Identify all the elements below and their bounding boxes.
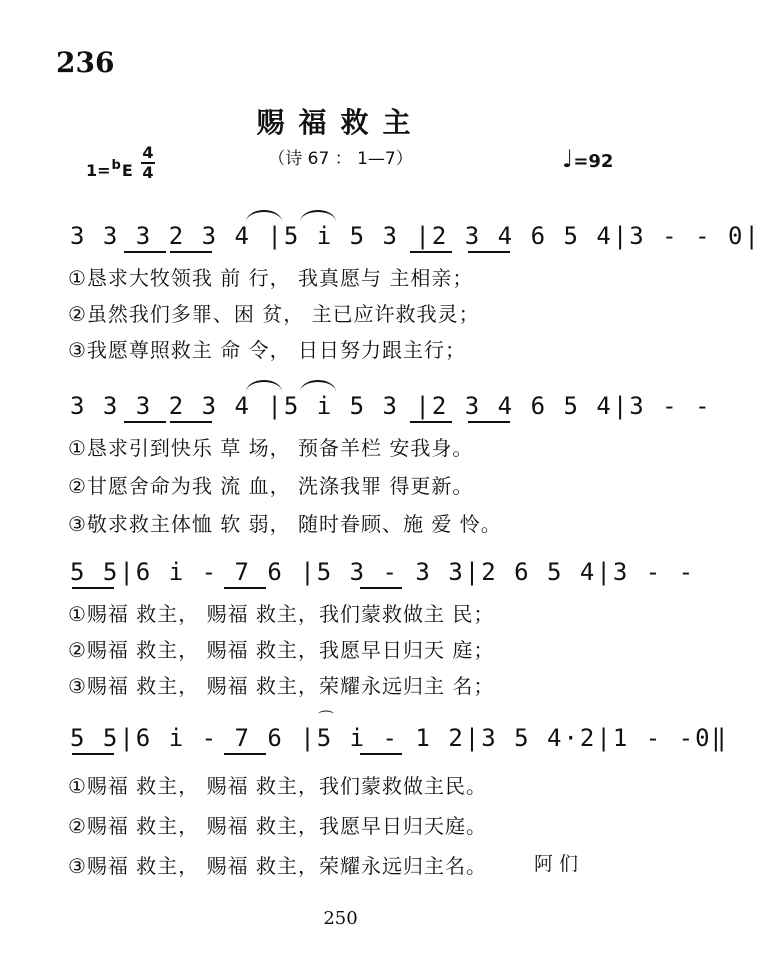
- slur: [300, 380, 336, 392]
- flat-sign: b: [111, 158, 121, 173]
- hymn-number: 236: [56, 46, 115, 79]
- quarter-note-icon: ♩: [562, 145, 574, 173]
- lyric-line: ①赐福 救主， 赐福 救主，我们蒙救做主 民；: [68, 602, 495, 626]
- scripture-reference: （诗 67 ： 1—7）: [268, 149, 413, 169]
- beam: [360, 587, 402, 589]
- fermata-icon: ⌒: [318, 709, 335, 728]
- amen: 阿 们: [534, 853, 579, 875]
- notation-line-4: 5 5|6 i - 7 6 |5 i - 1 2|3 5 4·2|1 - -0‖: [70, 724, 728, 752]
- key-signature: [86, 158, 133, 180]
- lyric-line: ③敬求救主体恤 软 弱， 随时眷顾、施 爱 怜。: [68, 512, 502, 536]
- beam: [410, 421, 452, 423]
- beam: [224, 753, 266, 755]
- beam: [468, 421, 510, 423]
- beam: [468, 251, 510, 253]
- slur: [246, 380, 282, 392]
- lyric-line: ①恳求引到快乐 草 场， 预备羊栏 安我身。: [68, 436, 474, 460]
- notation-line-3: 5 5|6 i - 7 6 |5 3 - 3 3|2 6 5 4|3 - -: [70, 558, 696, 586]
- tempo-marking: [562, 145, 613, 173]
- beam: [72, 753, 114, 755]
- lyric-line: ②甘愿舍命为我 流 血， 洗涤我罪 得更新。: [68, 474, 474, 498]
- beam: [170, 421, 212, 423]
- lyric-line: ③我愿尊照救主 命 令， 日日努力跟主行；: [68, 338, 467, 362]
- lyric-line: ③赐福 救主， 赐福 救主，荣耀永远归主名。: [68, 854, 488, 878]
- notation-line-2: 3 3 3 2 3 4 |5 i 5 3 |2 3 4 6 5 4|3 - -: [70, 392, 712, 420]
- slur: [246, 210, 282, 222]
- lyric-line: ②赐福 救主， 赐福 救主，我愿早日归天 庭；: [68, 638, 495, 662]
- hymn-title: 赐福救主: [256, 106, 425, 139]
- time-signature-bottom: 4: [142, 163, 154, 182]
- lyric-line: ①赐福 救主， 赐福 救主，我们蒙救做主民。: [68, 774, 488, 798]
- beam: [360, 753, 402, 755]
- beam: [170, 251, 212, 253]
- lyric-line: ③赐福 救主， 赐福 救主，荣耀永远归主 名；: [68, 674, 495, 698]
- page-number: 250: [323, 908, 358, 929]
- lyric-line: ②虽然我们多罪、困 贫， 主已应许救我灵；: [68, 302, 480, 326]
- slur: [300, 210, 336, 222]
- time-signature-top: 4: [142, 143, 154, 162]
- beam: [124, 421, 166, 423]
- lyric-line: ①恳求大牧领我 前 行， 我真愿与 主相亲；: [68, 266, 474, 290]
- beam: [72, 587, 114, 589]
- tempo-value: =92: [573, 151, 614, 172]
- key-note: E: [121, 161, 133, 180]
- beam: [224, 587, 266, 589]
- time-signature: [141, 144, 155, 182]
- notation-line-1: 3 3 3 2 3 4 |5 i 5 3 |2 3 4 6 5 4|3 - - 0|: [70, 222, 761, 250]
- key-prefix: 1=: [86, 161, 111, 180]
- beam: [124, 251, 166, 253]
- lyric-line: ②赐福 救主， 赐福 救主，我愿早日归天庭。: [68, 814, 488, 838]
- beam: [410, 251, 452, 253]
